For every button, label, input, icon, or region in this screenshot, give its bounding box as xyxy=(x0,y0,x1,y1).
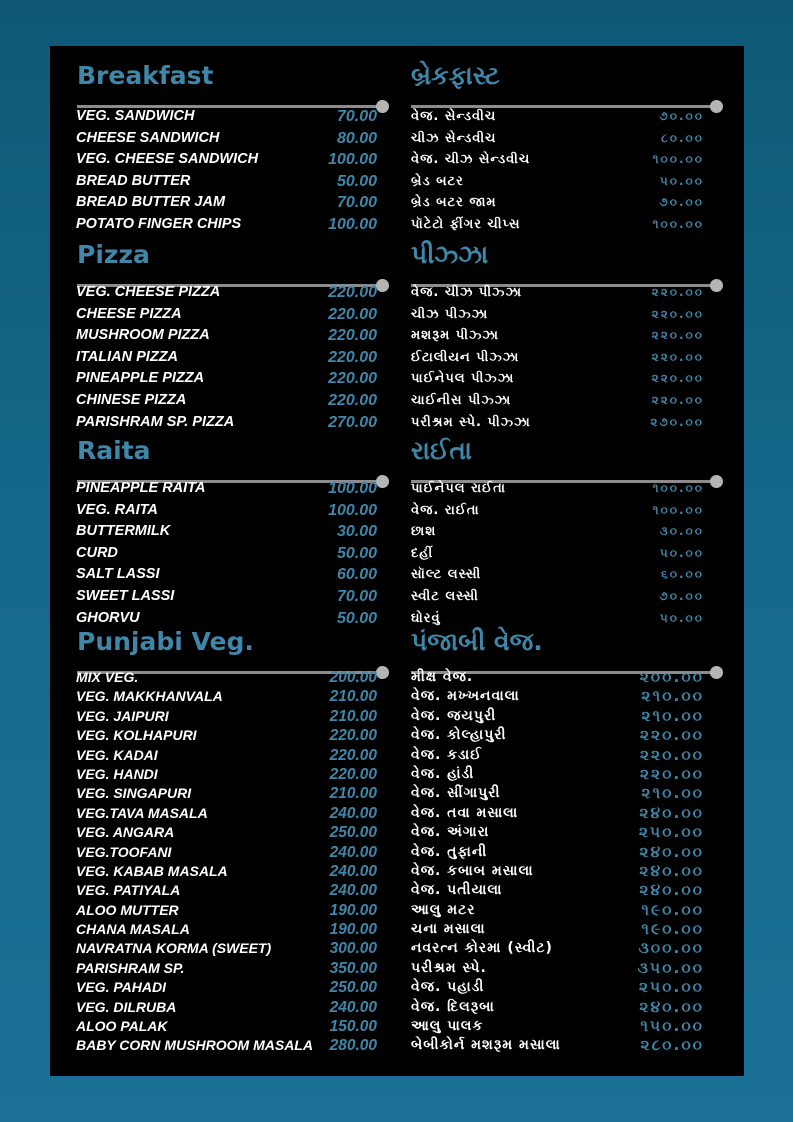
item-name: ઈટાલીયન પીઝ્ઝા xyxy=(411,349,520,365)
item-price: 50.00 xyxy=(336,172,377,190)
item-name: ચના મસાલા xyxy=(411,921,486,938)
item-name: પૉટેટો ફીંગર ચીપ્સ xyxy=(411,216,521,232)
menu-item xyxy=(397,500,744,522)
item-price: 220.00 xyxy=(328,348,377,366)
item-name: વેજ. રાઈતા xyxy=(411,502,480,518)
item-price: 240.00 xyxy=(329,862,377,880)
item-price: ૧૦૦.૦૦ xyxy=(652,152,704,167)
menu-item xyxy=(50,1036,397,1055)
section-title: Breakfast xyxy=(77,61,214,90)
item-list xyxy=(50,668,397,1056)
item-name: ALOO PALAK xyxy=(76,1018,168,1035)
item-name: CHANA MASALA xyxy=(76,921,190,938)
item-price: ૨૭૦.૦૦ xyxy=(650,414,704,429)
item-name: VEG. KOLHAPURI xyxy=(76,727,197,744)
item-name: વેજ. સીંગાપુરી xyxy=(411,785,501,802)
item-price: 350.00 xyxy=(329,959,377,977)
item-price: 210.00 xyxy=(329,785,377,803)
menu-item xyxy=(397,784,744,803)
menu-item xyxy=(397,843,744,862)
item-price: 200.00 xyxy=(329,669,377,686)
menu-item xyxy=(50,128,397,150)
item-price: 250.00 xyxy=(329,979,377,997)
item-price: 150.00 xyxy=(329,1018,377,1036)
menu-item xyxy=(397,978,744,997)
menu-item xyxy=(50,668,397,687)
item-name: વેજ. સેન્ડવીચ xyxy=(411,109,497,124)
item-name: VEG. KABAB MASALA xyxy=(76,862,228,879)
item-price: ૨૫૦.૦૦ xyxy=(638,823,704,842)
item-name: CHEESE PIZZA xyxy=(76,305,182,322)
item-name: VEG. PATIYALA xyxy=(76,882,181,899)
item-price: 50.00 xyxy=(336,609,377,627)
item-price: ૨૨૦.૦૦ xyxy=(651,371,704,386)
item-price: ૮૦.૦૦ xyxy=(661,130,704,145)
item-list xyxy=(397,668,744,1056)
item-price: ૨૪૦.૦૦ xyxy=(639,803,704,822)
item-price: 70.00 xyxy=(336,587,377,605)
menu-item xyxy=(397,106,744,128)
item-name: VEG. CHEESE PIZZA xyxy=(76,284,221,300)
item-name: SALT LASSI xyxy=(76,566,160,583)
menu-item xyxy=(50,586,397,608)
menu-item xyxy=(50,687,397,706)
item-price: ૨૧૦.૦૦ xyxy=(641,706,704,725)
item-name: પાઈનેપલ પીઝ્ઝા xyxy=(411,371,515,387)
menu-item xyxy=(50,746,397,765)
item-name: વેજ. દિલરૂબા xyxy=(411,998,495,1015)
menu-panel xyxy=(50,46,744,1076)
item-price: ૨૨૦.૦૦ xyxy=(651,285,704,299)
item-name: PARISHRAM SP. xyxy=(76,959,185,976)
item-name: વેજ. અંગારા xyxy=(411,824,490,841)
menu-item xyxy=(397,862,744,881)
menu-item xyxy=(397,726,744,745)
item-name: PINEAPPLE RAITA xyxy=(76,480,206,496)
item-price: ૨૫૦.૦૦ xyxy=(638,978,704,997)
item-price: ૨૧૦.૦૦ xyxy=(641,687,704,706)
item-name: વેજ. જયપુરી xyxy=(411,707,497,724)
item-name: VEG.TAVA MASALA xyxy=(76,804,208,821)
item-price: 210.00 xyxy=(329,707,377,725)
item-price: ૩૦૦.૦૦ xyxy=(638,939,704,958)
item-name: MIX VEG. xyxy=(76,669,139,685)
menu-item xyxy=(397,901,744,920)
item-price: ૨૨૦.૦૦ xyxy=(639,764,704,783)
item-price: ૧૯૦.૦૦ xyxy=(641,920,704,939)
item-price: ૨૨૦.૦૦ xyxy=(651,306,704,321)
item-list xyxy=(50,282,397,433)
item-name: VEG. CHEESE SANDWICH xyxy=(76,151,259,168)
item-name: ઘોરવું xyxy=(411,610,441,626)
item-name: NAVRATNA KORMA (SWEET) xyxy=(76,940,272,957)
item-price: 100.00 xyxy=(328,151,377,169)
section-title: રાઈતા xyxy=(411,436,473,465)
menu-item xyxy=(397,959,744,978)
item-price: 240.00 xyxy=(329,998,377,1016)
menu-item xyxy=(50,765,397,784)
item-name: બ્રેડ બટર xyxy=(411,173,464,189)
item-name: VEG. JAIPURI xyxy=(76,707,169,724)
item-price: 80.00 xyxy=(336,129,377,147)
item-price: ૫૦.૦૦ xyxy=(659,545,704,560)
item-name: ચાઈનીસ પીઝ્ઝા xyxy=(411,392,512,408)
menu-item xyxy=(50,106,397,128)
item-price: ૨૨૦.૦૦ xyxy=(639,745,704,764)
item-price: 100.00 xyxy=(328,480,377,497)
menu-item xyxy=(50,978,397,997)
menu-item xyxy=(397,920,744,939)
item-price: ૫૦.૦૦ xyxy=(659,610,704,625)
menu-item xyxy=(50,862,397,881)
item-price: 220.00 xyxy=(328,391,377,409)
item-price: 240.00 xyxy=(329,804,377,822)
item-price: ૭૦.૦૦ xyxy=(659,195,704,210)
item-price: 60.00 xyxy=(336,566,377,584)
item-price: ૨૨૦.૦૦ xyxy=(651,349,704,364)
item-price: 250.00 xyxy=(329,824,377,842)
menu-item xyxy=(397,668,744,687)
item-list xyxy=(50,478,397,629)
item-price: ૨૧૦.૦૦ xyxy=(641,784,704,803)
menu-item xyxy=(50,304,397,326)
menu-item xyxy=(50,390,397,412)
menu-item xyxy=(397,192,744,214)
item-name: પરીશ્રમ સ્પે. xyxy=(411,959,487,976)
item-price: ૬૦.૦૦ xyxy=(661,567,704,582)
menu-item xyxy=(50,784,397,803)
item-name: PARISHRAM SP. PIZZA xyxy=(76,413,235,430)
section-title: Raita xyxy=(77,436,151,465)
menu-item xyxy=(50,939,397,958)
item-price: ૭૦.૦૦ xyxy=(659,109,704,123)
item-price: 240.00 xyxy=(329,882,377,900)
menu-item xyxy=(397,564,744,586)
menu-item xyxy=(50,368,397,390)
section-title: બ્રેકફાસ્ટ xyxy=(411,61,500,90)
item-price: 30.00 xyxy=(336,523,377,541)
section-title: પંજાબી વેજ. xyxy=(411,627,543,656)
section-title: પીઝ્ઝા xyxy=(411,240,489,269)
item-name: CHINESE PIZZA xyxy=(76,391,187,408)
item-price: ૨૨૦.૦૦ xyxy=(651,328,704,343)
item-name: વેજ. કડાઈ xyxy=(411,746,482,763)
item-price: 50.00 xyxy=(336,544,377,562)
menu-item xyxy=(50,192,397,214)
item-name: VEG. SANDWICH xyxy=(76,108,195,124)
item-name: વેજ. પતીયાલા xyxy=(411,882,503,899)
menu-item xyxy=(397,707,744,726)
item-name: VEG. DILRUBA xyxy=(76,998,177,1015)
item-price: ૨૪૦.૦૦ xyxy=(639,997,704,1016)
item-price: 220.00 xyxy=(329,746,377,764)
menu-item xyxy=(397,804,744,823)
menu-item xyxy=(397,304,744,326)
item-name: ALOO MUTTER xyxy=(76,901,179,918)
menu-item xyxy=(397,325,744,347)
item-name: CURD xyxy=(76,544,118,561)
menu-item xyxy=(50,804,397,823)
item-name: ચીઝ પીઝ્ઝા xyxy=(411,306,489,322)
item-name: વેજ. કબાબ મસાલા xyxy=(411,862,534,879)
menu-item xyxy=(50,920,397,939)
item-price: 220.00 xyxy=(328,370,377,388)
menu-item xyxy=(50,881,397,900)
menu-item xyxy=(50,998,397,1017)
menu-item xyxy=(50,347,397,369)
menu-item xyxy=(397,765,744,784)
item-name: સૉલ્ટ લસ્સી xyxy=(411,567,482,583)
item-list xyxy=(397,282,744,433)
menu-item xyxy=(397,412,744,434)
item-name: VEG. PAHADI xyxy=(76,979,166,996)
item-name: બેબીકોર્ન મશરૂમ મસાલા xyxy=(411,1037,561,1054)
menu-item xyxy=(50,543,397,565)
menu-item xyxy=(50,843,397,862)
item-name: વેજ. તવા મસાલા xyxy=(411,804,519,821)
item-price: ૩૫૦.૦૦ xyxy=(637,958,704,977)
menu-item xyxy=(50,325,397,347)
item-name: વેજ. ચીઝ સેન્ડવીચ xyxy=(411,152,531,168)
item-price: 220.00 xyxy=(329,727,377,745)
menu-item xyxy=(397,1036,744,1055)
item-name: MUSHROOM PIZZA xyxy=(76,327,210,344)
item-name: BUTTERMILK xyxy=(76,523,171,540)
item-price: ૧૦૦.૦૦ xyxy=(652,502,704,517)
menu-item xyxy=(50,521,397,543)
item-name: વેજ. મખ્ખનવાલા xyxy=(411,688,520,705)
item-name: VEG. KADAI xyxy=(76,746,158,763)
item-price: ૧૦૦.૦૦ xyxy=(652,481,704,495)
menu-item xyxy=(397,347,744,369)
item-price: 270.00 xyxy=(328,413,377,431)
item-name: CHEESE SANDWICH xyxy=(76,129,220,146)
item-name: ITALIAN PIZZA xyxy=(76,348,179,365)
menu-item xyxy=(397,478,744,500)
menu-item xyxy=(397,149,744,171)
item-price: 100.00 xyxy=(328,501,377,519)
item-name: મીક્ષ વેજ. xyxy=(411,669,474,685)
item-name: મશરૂમ પીઝ્ઝા xyxy=(411,328,499,344)
menu-item xyxy=(50,823,397,842)
menu-item xyxy=(50,412,397,434)
menu-item xyxy=(397,128,744,150)
item-name: નવરત્ન કોરમા (સ્વીટ) xyxy=(411,940,553,957)
item-price: 220.00 xyxy=(328,305,377,323)
item-name: બ્રેડ બટર જામ xyxy=(411,195,497,211)
menu-item xyxy=(397,881,744,900)
menu-item xyxy=(397,214,744,236)
menu-item xyxy=(50,726,397,745)
menu-item xyxy=(50,707,397,726)
item-name: વેજ. પહાડી xyxy=(411,979,485,996)
item-price: 280.00 xyxy=(329,1037,377,1055)
item-price: 210.00 xyxy=(329,688,377,706)
item-name: વેજ. કોલ્હાપુરી xyxy=(411,727,507,744)
item-name: VEG. MAKKHANVALA xyxy=(76,688,223,705)
item-price: ૨૪૦.૦૦ xyxy=(639,842,704,861)
menu-item xyxy=(397,1017,744,1036)
menu-item xyxy=(397,823,744,842)
item-price: ૨૪૦.૦૦ xyxy=(639,881,704,900)
item-list xyxy=(50,106,397,236)
menu-item xyxy=(397,998,744,1017)
menu-item xyxy=(50,214,397,236)
item-price: ૫૦.૦૦ xyxy=(659,173,704,188)
item-price: ૨૪૦.૦૦ xyxy=(639,861,704,880)
section-title: Punjabi Veg. xyxy=(77,627,254,656)
item-name: આલુ મટર xyxy=(411,901,476,918)
item-name: ચીઝ સેન્ડવીચ xyxy=(411,130,497,146)
item-name: VEG. HANDI xyxy=(76,765,158,782)
menu-item xyxy=(397,939,744,958)
item-name: સ્વીટ લસ્સી xyxy=(411,588,479,604)
item-name: પાઈનેપલ રાઈતા xyxy=(411,481,506,496)
item-price: 190.00 xyxy=(329,901,377,919)
item-name: PINEAPPLE PIZZA xyxy=(76,370,205,387)
item-price: ૨૨૦.૦૦ xyxy=(639,726,704,745)
menu-item xyxy=(50,171,397,193)
item-price: 70.00 xyxy=(336,108,377,125)
menu-item xyxy=(50,1017,397,1036)
item-price: ૨૦૦.૦૦ xyxy=(639,668,704,686)
item-name: વેજ. ચીઝ પીઝ્ઝા xyxy=(411,285,523,300)
item-name: દહીં xyxy=(411,545,434,561)
menu-item xyxy=(50,500,397,522)
menu-item xyxy=(50,901,397,920)
item-name: SWEET LASSI xyxy=(76,587,175,604)
menu-item xyxy=(50,564,397,586)
menu-item xyxy=(50,282,397,304)
item-price: 300.00 xyxy=(329,940,377,958)
menu-item xyxy=(397,746,744,765)
item-price: 70.00 xyxy=(336,194,377,212)
item-name: VEG.TOOFANI xyxy=(76,843,172,860)
item-name: BREAD BUTTER xyxy=(76,172,191,189)
item-price: 190.00 xyxy=(329,921,377,939)
item-price: ૩૦.૦૦ xyxy=(659,524,704,539)
menu-item xyxy=(397,543,744,565)
menu-item xyxy=(397,586,744,608)
item-name: VEG. RAITA xyxy=(76,501,158,518)
item-price: ૧૯૦.૦૦ xyxy=(641,900,704,919)
menu-item xyxy=(397,171,744,193)
item-name: આલુ પાલક xyxy=(411,1018,484,1035)
item-name: પરીશ્રમ સ્પે. પીઝ્ઝા xyxy=(411,414,531,430)
item-name: GHORVU xyxy=(76,609,140,626)
item-name: POTATO FINGER CHIPS xyxy=(76,215,242,232)
item-price: 100.00 xyxy=(328,215,377,233)
item-name: છાશ xyxy=(411,524,437,540)
item-price: 220.00 xyxy=(328,284,377,301)
menu-item xyxy=(397,390,744,412)
item-name: વેજ. હાંડી xyxy=(411,765,475,782)
menu-item xyxy=(397,282,744,304)
item-price: 240.00 xyxy=(329,843,377,861)
menu-item xyxy=(397,521,744,543)
item-name: VEG. ANGARA xyxy=(76,824,175,841)
item-name: BABY CORN MUSHROOM MASALA xyxy=(76,1037,313,1054)
item-price: ૧૫૦.૦૦ xyxy=(640,1017,704,1036)
item-price: ૨૮૦.૦૦ xyxy=(640,1036,704,1055)
menu-item xyxy=(50,959,397,978)
section-title: Pizza xyxy=(77,240,150,269)
item-name: VEG. SINGAPURI xyxy=(76,785,192,802)
item-name: BREAD BUTTER JAM xyxy=(76,194,226,211)
item-price: ૧૦૦.૦૦ xyxy=(652,216,704,231)
item-list xyxy=(397,106,744,236)
menu-item xyxy=(50,149,397,171)
item-price: ૨૨૦.૦૦ xyxy=(651,392,704,407)
item-name: વેજ. તુફાની xyxy=(411,843,488,860)
item-price: 220.00 xyxy=(329,765,377,783)
item-price: ૭૦.૦૦ xyxy=(659,588,704,603)
menu-item xyxy=(397,687,744,706)
item-list xyxy=(397,478,744,629)
item-price: 220.00 xyxy=(328,327,377,345)
menu-item xyxy=(397,368,744,390)
menu-item xyxy=(50,478,397,500)
